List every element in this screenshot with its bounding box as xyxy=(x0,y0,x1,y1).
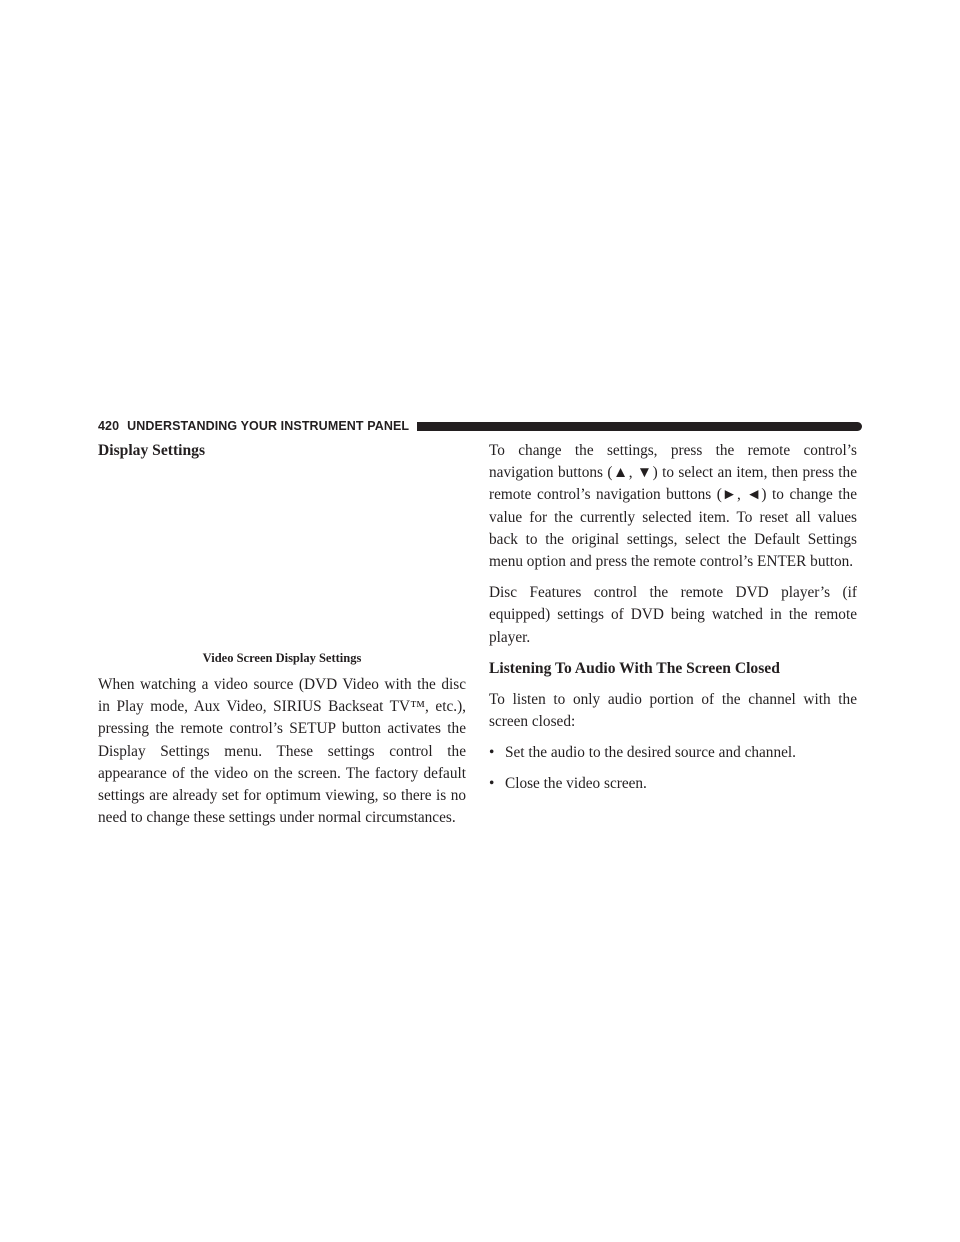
page-number: 420 xyxy=(98,419,120,433)
section-title: UNDERSTANDING YOUR INSTRUMENT PANEL xyxy=(127,419,410,433)
steps-list xyxy=(489,742,857,795)
figure-placeholder xyxy=(98,462,466,650)
right-column xyxy=(489,440,857,805)
list-item xyxy=(489,742,857,764)
list-item-text: Close the video screen. xyxy=(505,775,647,793)
listening-audio-paragraph: To listen to only audio portion of the channel with the screen closed: xyxy=(489,690,857,731)
change-settings-paragraph: To change the settings, press the remote control’s navigation buttons (▲, ▼) to select an item, then press the remote control’s navigation buttons (►, ◄) to change the value for the currently selected item. To reset all values back to the original settings, select the Default Settings menu option and press the remote control’s ENTER button. xyxy=(489,442,857,571)
page-header xyxy=(98,418,862,434)
listening-audio-heading: Listening To Audio With The Screen Closed xyxy=(489,659,780,677)
bullet-icon: • xyxy=(489,744,495,762)
list-item xyxy=(489,773,857,795)
display-settings-paragraph: When watching a video source (DVD Video with the disc in Play mode, Aux Video, SIRIUS Backseat TV™, etc.), pressing the remote control’s SETUP button activates the Display Settings menu. These settings control the appearance of the video on the screen. The factory default settings are already set for optimum viewing, so there is no need to change these settings under normal circumstances. xyxy=(98,676,466,827)
disc-features-paragraph: Disc Features control the remote DVD player’s (if equipped) settings of DVD being watched in the remote player. xyxy=(489,584,857,646)
display-settings-heading: Display Settings xyxy=(98,442,206,459)
header-rule xyxy=(417,422,862,431)
bullet-icon: • xyxy=(489,775,495,793)
list-item-text: Set the audio to the desired source and channel. xyxy=(505,744,796,762)
left-column xyxy=(98,440,466,838)
figure-caption: Video Screen Display Settings xyxy=(202,651,362,665)
